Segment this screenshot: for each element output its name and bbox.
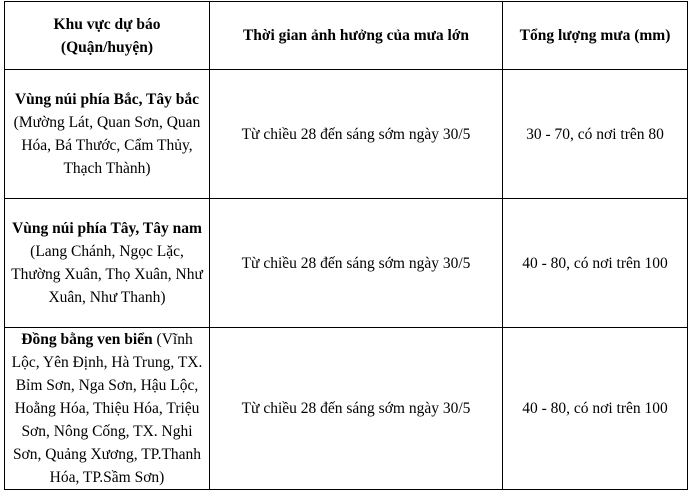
header-region-line1: Khu vực dự báo — [53, 15, 161, 33]
time-cell: Từ chiều 28 đến sáng sớm ngày 30/5 — [210, 199, 503, 328]
region-name: Vùng núi phía Tây, Tây nam — [12, 220, 202, 237]
region-name: Vùng núi phía Bắc, Tây bắc — [14, 91, 200, 108]
header-region — [5, 2, 210, 70]
header-time: Thời gian ảnh hưởng của mưa lớn — [210, 2, 503, 70]
region-districts: (Lang Chánh, Ngọc Lặc, Thường Xuân, Thọ Xuân, Như Xuân, Như Thanh) — [11, 243, 203, 306]
header-rainfall: Tổng lượng mưa (mm) — [503, 2, 688, 70]
region-cell — [5, 328, 210, 490]
header-region-line2: (Quận/huyện) — [60, 38, 154, 56]
time-cell: Từ chiều 28 đến sáng sớm ngày 30/5 — [210, 70, 503, 199]
rainfall-cell: 40 - 80, có nơi trên 100 — [503, 328, 688, 490]
time-cell: Từ chiều 28 đến sáng sớm ngày 30/5 — [210, 328, 503, 490]
rainfall-cell: 40 - 80, có nơi trên 100 — [503, 199, 688, 328]
rainfall-cell: 30 - 70, có nơi trên 80 — [503, 70, 688, 199]
table-row — [5, 199, 688, 328]
region-districts: (Mường Lát, Quan Sơn, Quan Hóa, Bá Thước, Cẩm Thủy, Thạch Thành) — [13, 114, 201, 177]
region-cell — [5, 199, 210, 328]
region-districts: (Vĩnh Lộc, Yên Định, Hà Trung, TX. Bỉm Sơn, Nga Sơn, Hậu Lộc, Hoằng Hóa, Thiệu Hóa, Triệu Sơn, Nông Cống, TX. Nghi Sơn, Quảng Xương, TP.Thanh Hóa, TP.Sầm Sơn) — [11, 331, 203, 486]
region-cell — [5, 70, 210, 199]
table-row — [5, 328, 688, 490]
rain-forecast-table — [4, 1, 688, 490]
table-row — [5, 70, 688, 199]
region-name: Đồng bằng ven biển — [21, 331, 153, 348]
table-header-row — [5, 2, 688, 70]
